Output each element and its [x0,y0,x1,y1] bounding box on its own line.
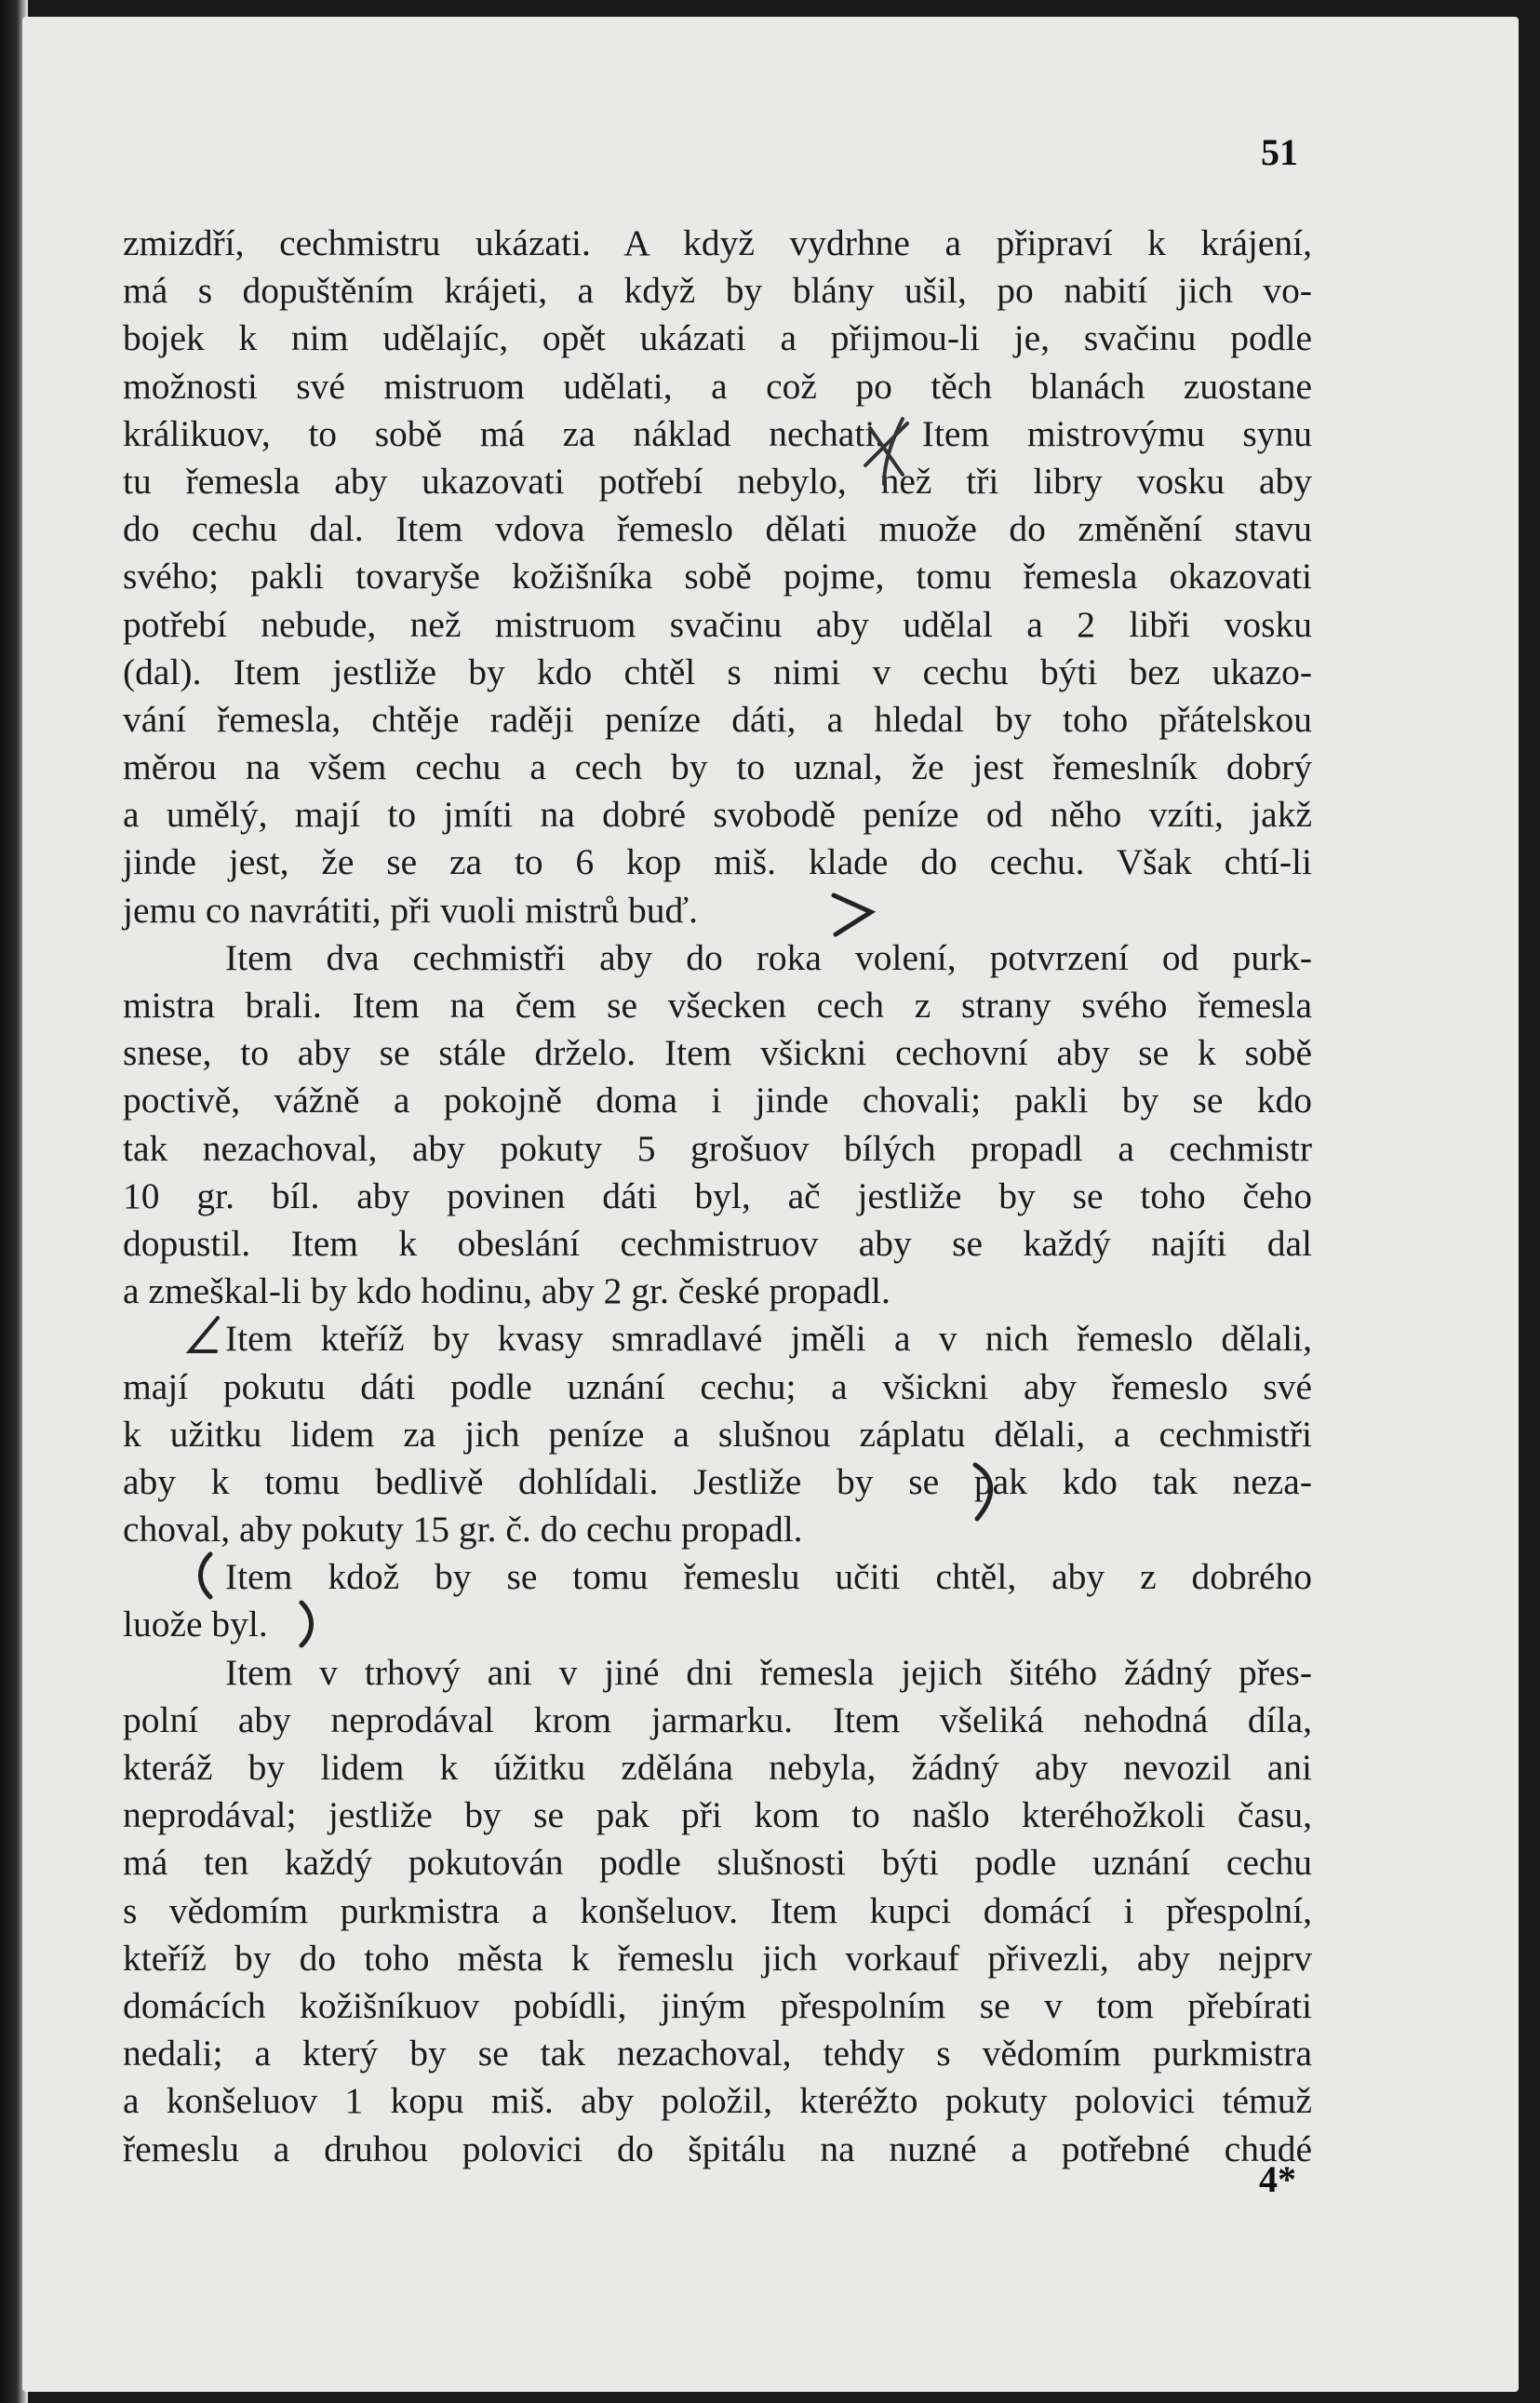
text-line: tak nezachoval, aby pokuty 5 grošuov bílých propadl a cechmistr [123,1127,1312,1169]
text-line: a umělý, mají to jmíti na dobré svobodě peníze od něho vzíti, jakž [123,794,1312,836]
text-line: kteříž by do toho města k řemeslu jich vorkauf přivezli, aby nejprv [123,1937,1312,1979]
text-line: potřebí nebude, než mistruom svačinu aby udělal a 2 libři vosku [123,603,1312,645]
text-line: bojek k nim udělajíc, opět ukázati a přijmou-li je, svačinu podle [123,317,1312,359]
text-line: dopustil. Item k obeslání cechmistruov aby se každý najíti dal [123,1222,1312,1264]
text-line: 10 gr. bíl. aby povinen dáti byl, ač jestliže by se toho čeho [123,1175,1312,1216]
paragraph-start-line: Item dva cechmistři aby do roka volení, potvrzení od purk- [225,936,1312,978]
text-line: zmizdří, cechmistru ukázati. A když vydrhne a připraví k krájení, [123,222,1312,263]
text-line: polní aby neprodával krom jarmarku. Item všeliká nehodná díla, [123,1698,1312,1740]
text-line: poctivě, vážně a pokojně doma i jinde chovali; pakli by se kdo [123,1080,1312,1121]
text-line: řemeslu a druhou polovici do špitálu na nuzné a potřebné chudé [123,2128,1312,2169]
text-line: a zmeškal-li by kdo hodinu, aby 2 gr. české propadl. [123,1270,891,1312]
paragraph-start-line: Item v trhový ani v jiné dni řemesla jejich šitého žádný přes- [225,1651,1312,1693]
text-line: má s dopuštěním krájeti, a když by blány ušil, po nabití jich vo- [123,270,1312,312]
text-line: možnosti své mistruom udělati, a což po těch blanách zuostane [123,365,1312,407]
body-text [123,220,1312,2173]
text-line: tu řemesla aby ukazovati potřebí nebylo, než tři libry vosku aby [123,460,1312,502]
text-line: snese, to aby se stále drželo. Item všickni cechovní aby se k sobě [123,1032,1312,1074]
text-line: mají pokutu dáti podle uznání cechu; a všickni aby řemeslo své [123,1365,1312,1407]
text-line: aby k tomu bedlivě dohlídali. Jestliže by se pak kdo tak neza- [123,1460,1312,1502]
paragraph-start-line: Item kdož by se tomu řemeslu učiti chtěl, aby z dobrého [225,1556,1312,1598]
text-line: kteráž by lidem k úžitku zdělána nebyla, žádný aby nevozil ani [123,1747,1312,1788]
text-line: jinde jest, že se za to 6 kop miš. klade do cechu. Však chtí-li [123,841,1312,883]
text-line: a konšeluov 1 kopu miš. aby položil, kteréžto pokuty polovici témuž [123,2080,1312,2122]
text-line: do cechu dal. Item vdova řemeslo dělati muože do změnění stavu [123,508,1312,550]
text-line: domácích kožišníkuov pobídli, jiným přespolním se v tom přebírati [123,1984,1312,2026]
text-line: má ten každý pokutován podle slušnosti býti podle uznání cechu [123,1842,1312,1884]
text-line: k užitku lidem za jich peníze a slušnou záplatu dělali, a cechmistři [123,1413,1312,1455]
text-line: nedali; a který by se tak nezachoval, tehdy s vědomím purkmistra [123,2033,1312,2074]
printer-signature-mark: 4* [1259,2158,1296,2200]
text-line: králikuov, to sobě má za náklad nechati. Item mistrovýmu synu [123,412,1312,454]
paragraph-start-line: Item kteříž by kvasy smradlavé jměli a v nich řemeslo dělali, [225,1318,1312,1360]
text-line: choval, aby pokuty 15 gr. č. do cechu propadl. [123,1509,803,1551]
text-line: neprodával; jestliže by se pak při kom to našlo kteréhožkoli času, [123,1794,1312,1836]
text-line: mistra brali. Item na čem se všecken cech z strany svého řemesla [123,985,1312,1026]
text-line: měrou na všem cechu a cech by to uznal, že jest řemeslník dobrý [123,746,1312,788]
page-number: 51 [1261,131,1298,173]
text-line: luože byl. [123,1604,268,1645]
text-line: jemu co navrátiti, při vuoli mistrů buď. [123,889,698,931]
text-line: vání řemesla, chtěje raději peníze dáti, a hledal by toho přátelskou [123,698,1312,740]
text-line: s vědomím purkmistra a konšeluov. Item kupci domácí i přespolní, [123,1889,1312,1931]
text-line: (dal). Item jestliže by kdo chtěl s nimi v cechu býti bez ukazo- [123,651,1312,692]
text-line: svého; pakli tovaryše kožišníka sobě pojme, tomu řemesla okazovati [123,556,1312,597]
